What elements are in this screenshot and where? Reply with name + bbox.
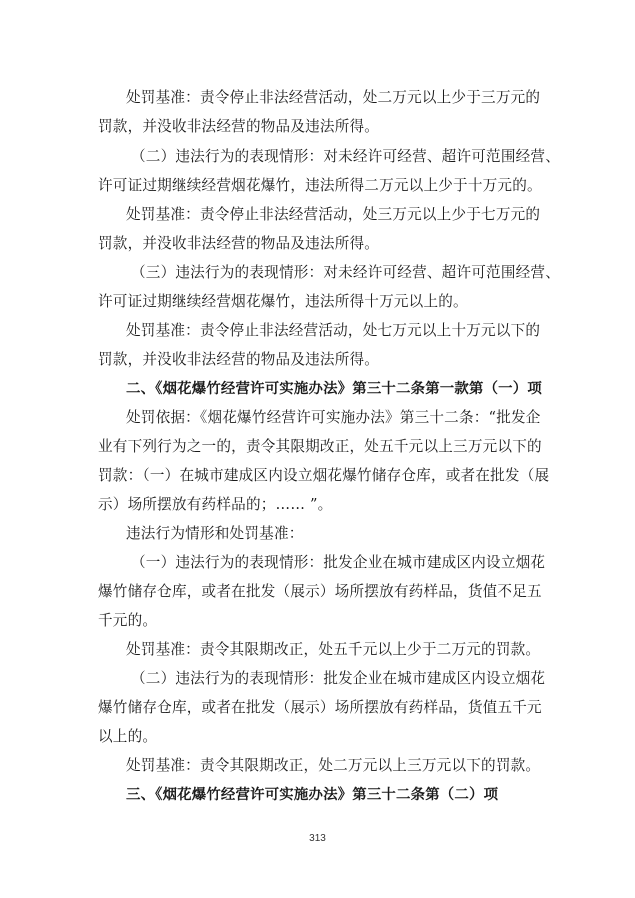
paragraph-line: 许可证过期继续经营烟花爆竹，违法所得十万元以上的。: [98, 293, 468, 310]
paragraph-line: 千元的。: [98, 612, 158, 629]
paragraph-line: 罚款，并没收非法经营的物品及违法所得。: [98, 351, 380, 368]
paragraph-line: 处罚基准：责令停止非法经营活动，处三万元以上少于七万元的: [126, 206, 541, 223]
paragraph-line: 处罚基准：责令其限期改正，处五千元以上少于二万元的罚款。: [126, 641, 541, 658]
paragraph-line: 罚款，并没收非法经营的物品及违法所得。: [98, 235, 380, 252]
paragraph-line: 爆竹储存仓库，或者在批发（展示）场所摆放有药样品，货值不足五: [98, 583, 542, 600]
paragraph-line: 业有下列行为之一的，责令其限期改正，处五千元以上三万元以下的: [98, 438, 542, 455]
paragraph-line: 以上的。: [98, 728, 158, 745]
paragraph-line: 罚款：（一）在城市建成区内设立烟花爆竹储存仓库，或者在批发（展: [98, 467, 550, 484]
page-number: 313: [309, 833, 326, 844]
paragraph-line: 处罚基准：责令停止非法经营活动，处七万元以上十万元以下的: [126, 322, 541, 339]
paragraph-line: （二）违法行为的表现情形：批发企业在城市建成区内设立烟花: [131, 670, 546, 687]
paragraph-line: 示）场所摆放有药样品的；…… ”。: [98, 496, 333, 513]
paragraph-line: （二）违法行为的表现情形：对未经许可经营、超许可范围经营、: [131, 148, 561, 165]
paragraph-line: 罚款，并没收非法经营的物品及违法所得。: [98, 118, 380, 135]
section-heading: 三、《烟花爆竹经营许可实施办法》第三十二条第（二）项: [126, 787, 499, 803]
paragraph-line: （三）违法行为的表现情形：对未经许可经营、超许可范围经营、: [131, 264, 561, 281]
paragraph-line: 违法行为情形和处罚基准：: [126, 525, 304, 542]
paragraph-line: 爆竹储存仓库，或者在批发（展示）场所摆放有药样品，货值五千元: [98, 699, 542, 716]
paragraph-line: 许可证过期继续经营烟花爆竹，违法所得二万元以上少于十万元的。: [98, 177, 542, 194]
paragraph-line: 处罚依据：《烟花爆竹经营许可实施办法》第三十二条：“批发企: [126, 409, 541, 426]
section-heading: 二、《烟花爆竹经营许可实施办法》第三十二条第一款第（一）项: [126, 381, 542, 397]
paragraph-line: 处罚基准：责令停止非法经营活动，处二万元以上少于三万元的: [126, 89, 541, 106]
paragraph-line: （一）违法行为的表现情形：批发企业在城市建成区内设立烟花: [131, 554, 546, 571]
paragraph-line: 处罚基准：责令其限期改正，处二万元以上三万元以下的罚款。: [126, 757, 541, 774]
